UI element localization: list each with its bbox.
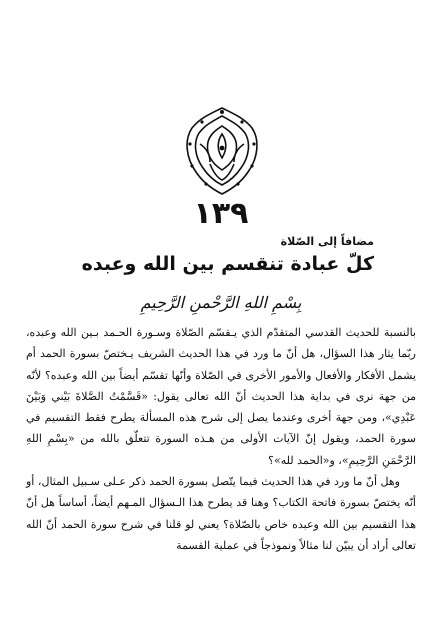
chapter-number: ١٣٩ <box>193 196 249 231</box>
floral-ornament-icon <box>180 104 264 196</box>
body-text <box>26 322 416 556</box>
chapter-subtitle: مضافاً إلى الصّلاة <box>280 235 374 248</box>
basmala-calligraphy: بِسْمِ اللهِ الرَّحْمنِ الرَّحِيمِ <box>140 293 302 312</box>
paragraph: وهل أنّ ما ورد في هذا الحديث فيما يتّصل بسورة الحمد ذكر عـلى سـبيل المثال، أو أنّه يختصّ بسورة فاتحة الكتاب؟ وهنا قد يطرح هذا الـسؤال المـهم أيضاً، أساساً هل أنّ هذا التقسيم بين الله وعبده خاص بالصّلاة؟ يعني لو قلنا في شرح سورة الحمد أنّ الله تعالى أراد أن يبيّن لنا مثالاً ونموذجاً في عملية القسمة <box>26 475 416 552</box>
paragraph: بالنسبة للحديث القدسي المتقدّم الذي يـقسّم الصّلاة وسـورة الحـمد بـين الله وعبده، ربّما يثار هذا السؤال، هل أنّ ما ورد في هذا الحديث الشريف يـختصّ بسورة الحمد أم يشمل الأفكار والأفعال والأمور الأخرى في الصّلاة وأنّها تقسّم أيضاً بين الله وعبده؟ لأنّه من جهة نرى في بداية هذا الحديث أنّ الله تعالى يقول: «قَسَّمْتُ الصَّلاةَ بَيْني وَبَيْنَ عَبْدِي»، ومن جهة أخرى وعندما يصل إلى شرح هذه المسألة يطرح فقط التقسيم في سورة الحمد، ويقول إنّ الآيات الأولى من هـذه السورة تتعلّق بالله من «بِسْمِ اللهِ الرَّحْمَنِ الرَّحِيمِ»، و«الحمد لله»؟ <box>26 326 416 467</box>
chapter-title: كلّ عبادة تنقسم بين الله وعبده <box>81 253 374 275</box>
